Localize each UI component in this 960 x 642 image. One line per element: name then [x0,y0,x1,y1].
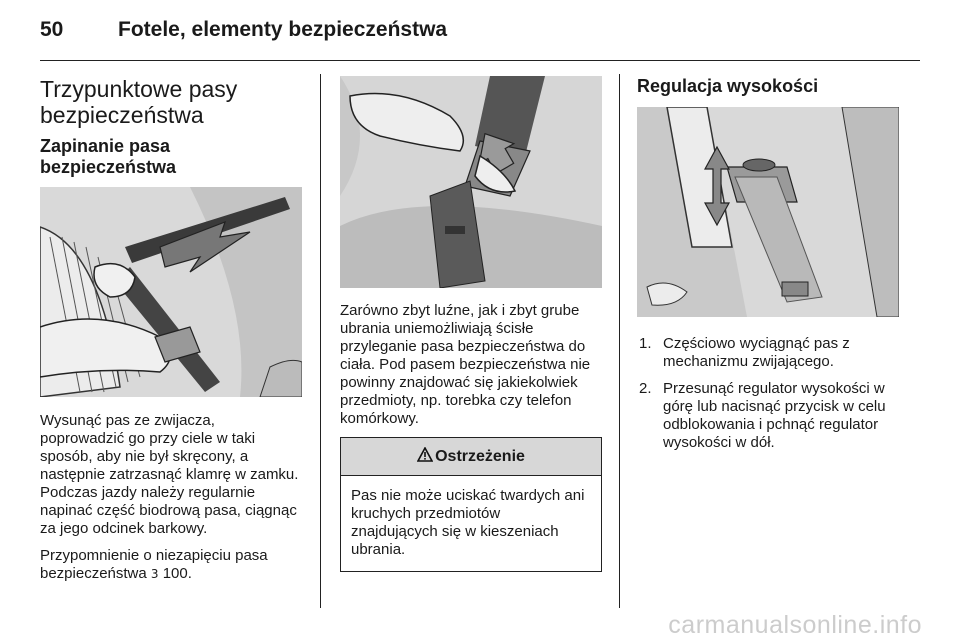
height-adjustment-steps [637,335,900,452]
page-reference[interactable]: 100. [162,565,192,582]
column-divider-1 [320,74,321,608]
illustration-buckle [340,76,602,288]
column-right [637,74,900,461]
warning-text: Pas nie może uciskać twardych ani kruchych przedmiotów znajdujących się w kieszeniach ubrania. [351,487,585,558]
list-item: 2. Przesunąć regulator wysokości w górę lub nacisnąć przycisk w celu odblokowania i pchnąć regulator wysokości w dół. [639,380,886,451]
reminder-text: Przypomnienie o niezapięciu pasa bezpieczeństwa [40,547,268,582]
column-middle [340,74,602,572]
paragraph-instructions: Wysunąć pas ze zwijacza, poprowadzić go przy ciele w taki sposób, aby nie był skręcony, a następnie zatrzasnąć klamrę w zamku. Podczas jazdy należy regularnie napinać część biodrową pasa, ciągnąc za jego odcinek barkowy. [40,412,299,537]
height-adjustment-heading: Regulacja wysokości [637,76,819,96]
warning-header [341,438,601,476]
column-left [40,74,302,592]
page-number: 50 [40,18,64,41]
page-heading: Trzypunktowe pasy bezpieczeństwa [40,76,238,128]
warning-title: Ostrzeżenie [435,447,525,465]
illustration-height-adjuster [637,107,899,317]
subheading: Zapinanie pasa bezpieczeństwa [40,136,177,177]
paragraph-reminder [40,547,302,583]
illustration-fastening-belt [40,187,302,397]
paragraph-clothing: Zarówno zbyt luźne, jak i zbyt grube ubrania uniemożliwiają ścisłe przyleganie pasa bezpieczeństwa do ciała. Pod pasem bezpieczeństwa nie powinny znajdować się jakiekolwiek przedmioty, np. torebka czy telefon komórkowy. [340,302,591,427]
column-divider-2 [619,74,620,608]
header-rule [40,60,920,61]
warning-triangle-icon [417,447,433,467]
watermark: carmanualsonline.info [668,611,922,639]
list-item: 1. Częściowo wyciągnąć pas z mechanizmu zwijającego. [639,335,850,370]
warning-box [340,437,602,572]
page-reference-icon: 3 [150,567,159,581]
section-title: Fotele, elementy bezpieczeństwa [118,18,448,41]
